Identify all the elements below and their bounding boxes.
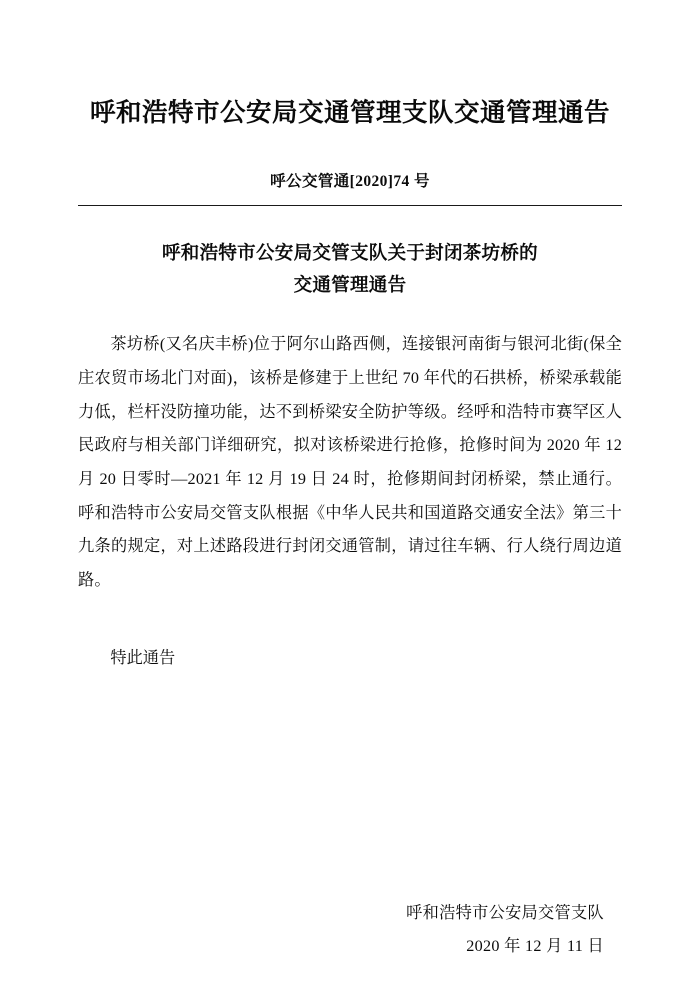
document-subject bbox=[78, 238, 622, 303]
document-page bbox=[0, 98, 700, 992]
document-number: 呼公交管通[2020]74 号 bbox=[270, 172, 430, 190]
header-divider bbox=[78, 205, 622, 206]
signature-date: 2020 年 12 月 11 日 bbox=[466, 936, 604, 955]
subject-line-2: 交通管理通告 bbox=[293, 275, 407, 296]
document-closing: 特此通告 bbox=[110, 648, 176, 667]
subject-line-1: 呼和浩特市公安局交管支队关于封闭茶坊桥的 bbox=[161, 243, 538, 264]
signer-name: 呼和浩特市公安局交管支队 bbox=[406, 904, 604, 923]
page-title: 呼和浩特市公安局交通管理支队交通管理通告 bbox=[89, 98, 610, 127]
document-signature bbox=[78, 897, 604, 962]
document-body: 茶坊桥(又名庆丰桥)位于阿尔山路西侧，连接银河南街与银河北街(保全庄农贸市场北门对面)，该桥是修建于上世纪 70 年代的石拱桥，桥梁承载能力低，栏杆没防撞功能，达不到桥梁安全防护等级。经呼和浩特市赛罕区人民政府与相关部门详细研究，拟对该桥梁进行抢修，抢修时间为 2020 年 12 月 20 日零时—2021 年 12 月 19 日 24 时，抢修期间封闭桥梁，禁止通行。呼和浩特市公安局交管支队根据《中华人民共和国道路交通安全法》第三十九条的规定，对上述路段进行封闭交通管制，请过往车辆、行人绕行周边道路。 bbox=[78, 335, 622, 590]
